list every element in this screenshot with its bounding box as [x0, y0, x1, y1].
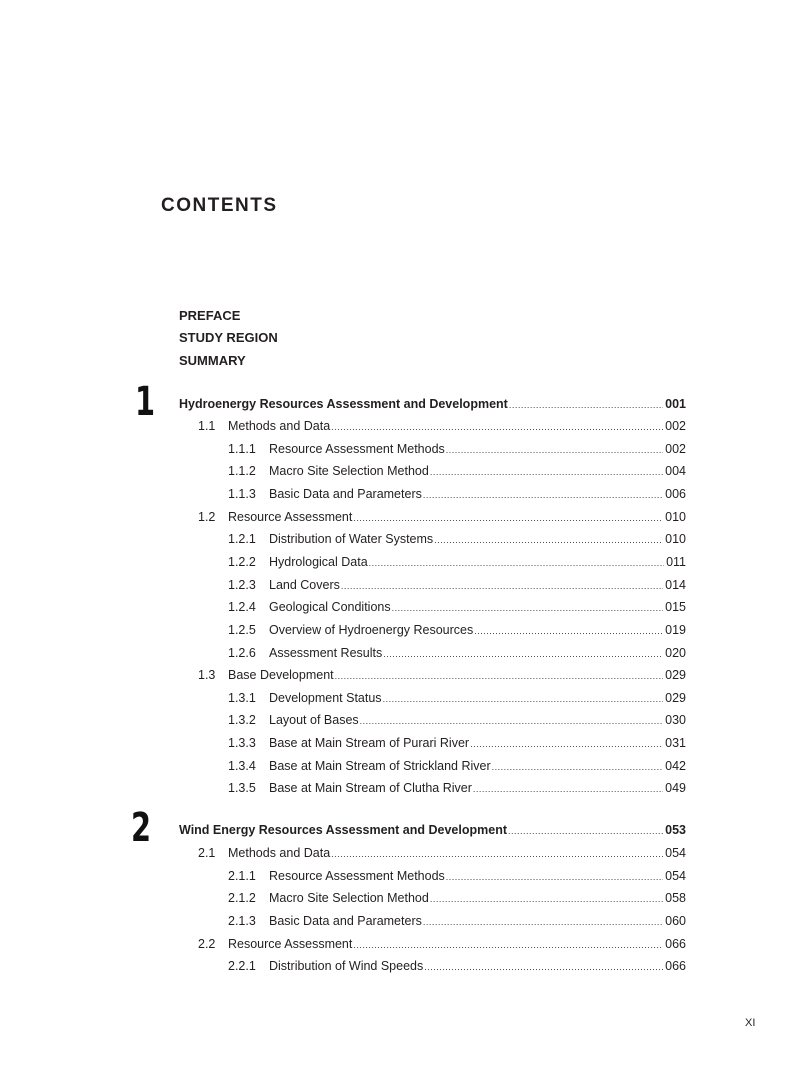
toc-number: 2.2	[198, 936, 216, 951]
dot-leader	[470, 735, 663, 753]
dot-leader	[430, 890, 663, 908]
toc-page: 011	[666, 554, 686, 569]
toc-page: 054	[665, 868, 686, 883]
toc-page: 002	[665, 441, 686, 456]
page-title: CONTENTS	[161, 195, 278, 216]
toc-label: Basic Data and Parameters	[269, 486, 422, 501]
toc-page: 049	[665, 781, 686, 796]
toc-label: Hydrological Data	[269, 554, 368, 569]
toc-subsection-entry[interactable]	[228, 779, 686, 797]
toc-chapter-entry[interactable]	[179, 821, 686, 839]
toc-subsection-entry[interactable]	[228, 957, 686, 975]
dot-leader	[424, 958, 663, 976]
toc-page: 001	[665, 397, 686, 411]
toc-section-entry[interactable]	[198, 935, 686, 953]
toc-page: 015	[665, 600, 686, 615]
dot-leader	[423, 913, 663, 931]
toc-page: 030	[665, 713, 686, 728]
dot-leader	[335, 667, 664, 685]
toc-subsection-entry[interactable]	[228, 621, 686, 639]
toc-number: 2.1.2	[228, 891, 256, 906]
toc-subsection-entry[interactable]	[228, 689, 686, 707]
toc-number: 1.1.2	[228, 464, 256, 479]
dot-leader	[392, 599, 664, 617]
toc-number: 1.2.1	[228, 532, 256, 547]
toc-number: 2.2.1	[228, 959, 256, 974]
toc-number: 1.3.5	[228, 781, 256, 796]
dot-leader	[360, 712, 663, 730]
front-matter-study-region[interactable]: STUDY REGION	[179, 330, 278, 345]
toc-label: Distribution of Water Systems	[269, 532, 434, 547]
toc-number: 1.1	[198, 419, 216, 433]
toc-page: 058	[665, 891, 686, 906]
toc-number: 1.3.1	[228, 690, 256, 705]
toc-subsection-entry[interactable]	[228, 553, 686, 571]
toc-number: 2.1	[198, 846, 216, 860]
toc-subsection-entry[interactable]	[228, 711, 686, 729]
toc-label: Base at Main Stream of Clutha River	[269, 781, 472, 796]
toc-label: Resource Assessment	[228, 936, 353, 951]
toc-subsection-entry[interactable]	[228, 757, 686, 775]
dot-leader	[369, 554, 664, 572]
toc-number: 1.2	[198, 509, 216, 524]
toc-number: 2.1.3	[228, 913, 256, 928]
dot-leader	[341, 577, 663, 595]
toc-label: Assessment Results	[269, 645, 383, 660]
dot-leader	[446, 868, 663, 886]
toc-label: Methods and Data	[228, 846, 331, 860]
toc-page: 042	[665, 758, 686, 773]
toc-section-entry[interactable]	[198, 666, 686, 684]
toc-subsection-entry[interactable]	[228, 530, 686, 548]
toc-page: 053	[665, 823, 686, 837]
toc-chapter-entry[interactable]	[179, 395, 686, 413]
toc-page: 006	[665, 486, 686, 501]
dot-leader	[383, 690, 664, 708]
dot-leader	[446, 441, 663, 459]
toc-label: Layout of Bases	[269, 713, 359, 728]
toc-number: 1.2.6	[228, 645, 256, 660]
toc-label: Wind Energy Resources Assessment and Development	[179, 823, 507, 837]
front-matter-summary[interactable]: SUMMARY	[179, 353, 246, 368]
toc-number: 1.1.3	[228, 486, 256, 501]
toc-page: 004	[665, 464, 686, 479]
toc-label: Base at Main Stream of Strickland River	[269, 758, 491, 773]
toc-subsection-entry[interactable]	[228, 867, 686, 885]
dot-leader	[492, 758, 664, 776]
toc-page: 019	[665, 622, 686, 637]
toc-number: 1.3.3	[228, 736, 256, 751]
toc-section-entry[interactable]	[198, 844, 686, 862]
toc-label: Land Covers	[269, 577, 340, 592]
toc-number: 1.2.4	[228, 600, 256, 615]
front-matter-preface[interactable]: PREFACE	[179, 308, 241, 323]
dot-leader	[353, 936, 663, 954]
toc-page: 060	[665, 913, 686, 928]
dot-leader	[474, 622, 663, 640]
toc-page: 054	[665, 846, 686, 860]
page-number: XI	[745, 1017, 756, 1029]
toc-label: Distribution of Wind Speeds	[269, 959, 424, 974]
dot-leader	[383, 645, 663, 663]
dot-leader	[509, 396, 663, 414]
toc-subsection-entry[interactable]	[228, 734, 686, 752]
toc-subsection-entry[interactable]	[228, 485, 686, 503]
toc-page: 066	[665, 959, 686, 974]
dot-leader	[353, 509, 663, 527]
toc-number: 1.2.5	[228, 622, 256, 637]
toc-label: Development Status	[269, 690, 382, 705]
toc-page: 029	[665, 668, 686, 683]
chapter-number: 2	[131, 805, 152, 851]
chapter-number: 1	[135, 379, 156, 425]
toc-number: 1.2.3	[228, 577, 256, 592]
toc-subsection-entry[interactable]	[228, 644, 686, 662]
toc-number: 1.1.1	[228, 441, 256, 456]
toc-label: Macro Site Selection Method	[269, 891, 429, 906]
dot-leader	[473, 780, 663, 798]
toc-page: 014	[665, 577, 686, 592]
toc-label: Resource Assessment	[228, 509, 353, 524]
toc-page: 020	[665, 645, 686, 660]
toc-page: 002	[665, 419, 686, 433]
toc-number: 1.3.2	[228, 713, 256, 728]
toc-subsection-entry[interactable]	[228, 440, 686, 458]
toc-label: Base at Main Stream of Purari River	[269, 736, 470, 751]
dot-leader	[423, 486, 663, 504]
toc-label: Macro Site Selection Method	[269, 464, 429, 479]
toc-label: Resource Assessment Methods	[269, 868, 445, 883]
toc-page: 010	[665, 532, 686, 547]
toc-number: 1.3	[198, 668, 216, 683]
toc-label: Overview of Hydroenergy Resources	[269, 622, 474, 637]
toc-label: Hydroenergy Resources Assessment and Development	[179, 397, 508, 411]
toc-subsection-entry[interactable]	[228, 889, 686, 907]
toc-label: Base Development	[228, 668, 334, 683]
toc-subsection-entry[interactable]	[228, 598, 686, 616]
toc-page: 066	[665, 936, 686, 951]
toc-number: 1.2.2	[228, 554, 256, 569]
dot-leader	[331, 418, 663, 436]
toc-section-entry[interactable]	[198, 417, 686, 435]
dot-leader	[508, 822, 663, 840]
toc-number: 2.1.1	[228, 868, 256, 883]
toc-subsection-entry[interactable]	[228, 462, 686, 480]
toc-subsection-entry[interactable]	[228, 912, 686, 930]
toc-label: Basic Data and Parameters	[269, 913, 422, 928]
toc-number: 1.3.4	[228, 758, 256, 773]
toc-subsection-entry[interactable]	[228, 576, 686, 594]
dot-leader	[434, 531, 663, 549]
dot-leader	[430, 463, 663, 481]
dot-leader	[331, 845, 663, 863]
toc-page: 031	[665, 736, 686, 751]
toc-page: 010	[665, 509, 686, 524]
toc-label: Methods and Data	[228, 419, 331, 433]
toc-label: Resource Assessment Methods	[269, 441, 445, 456]
toc-label: Geological Conditions	[269, 600, 391, 615]
toc-section-entry[interactable]	[198, 508, 686, 526]
toc-page: 029	[665, 690, 686, 705]
